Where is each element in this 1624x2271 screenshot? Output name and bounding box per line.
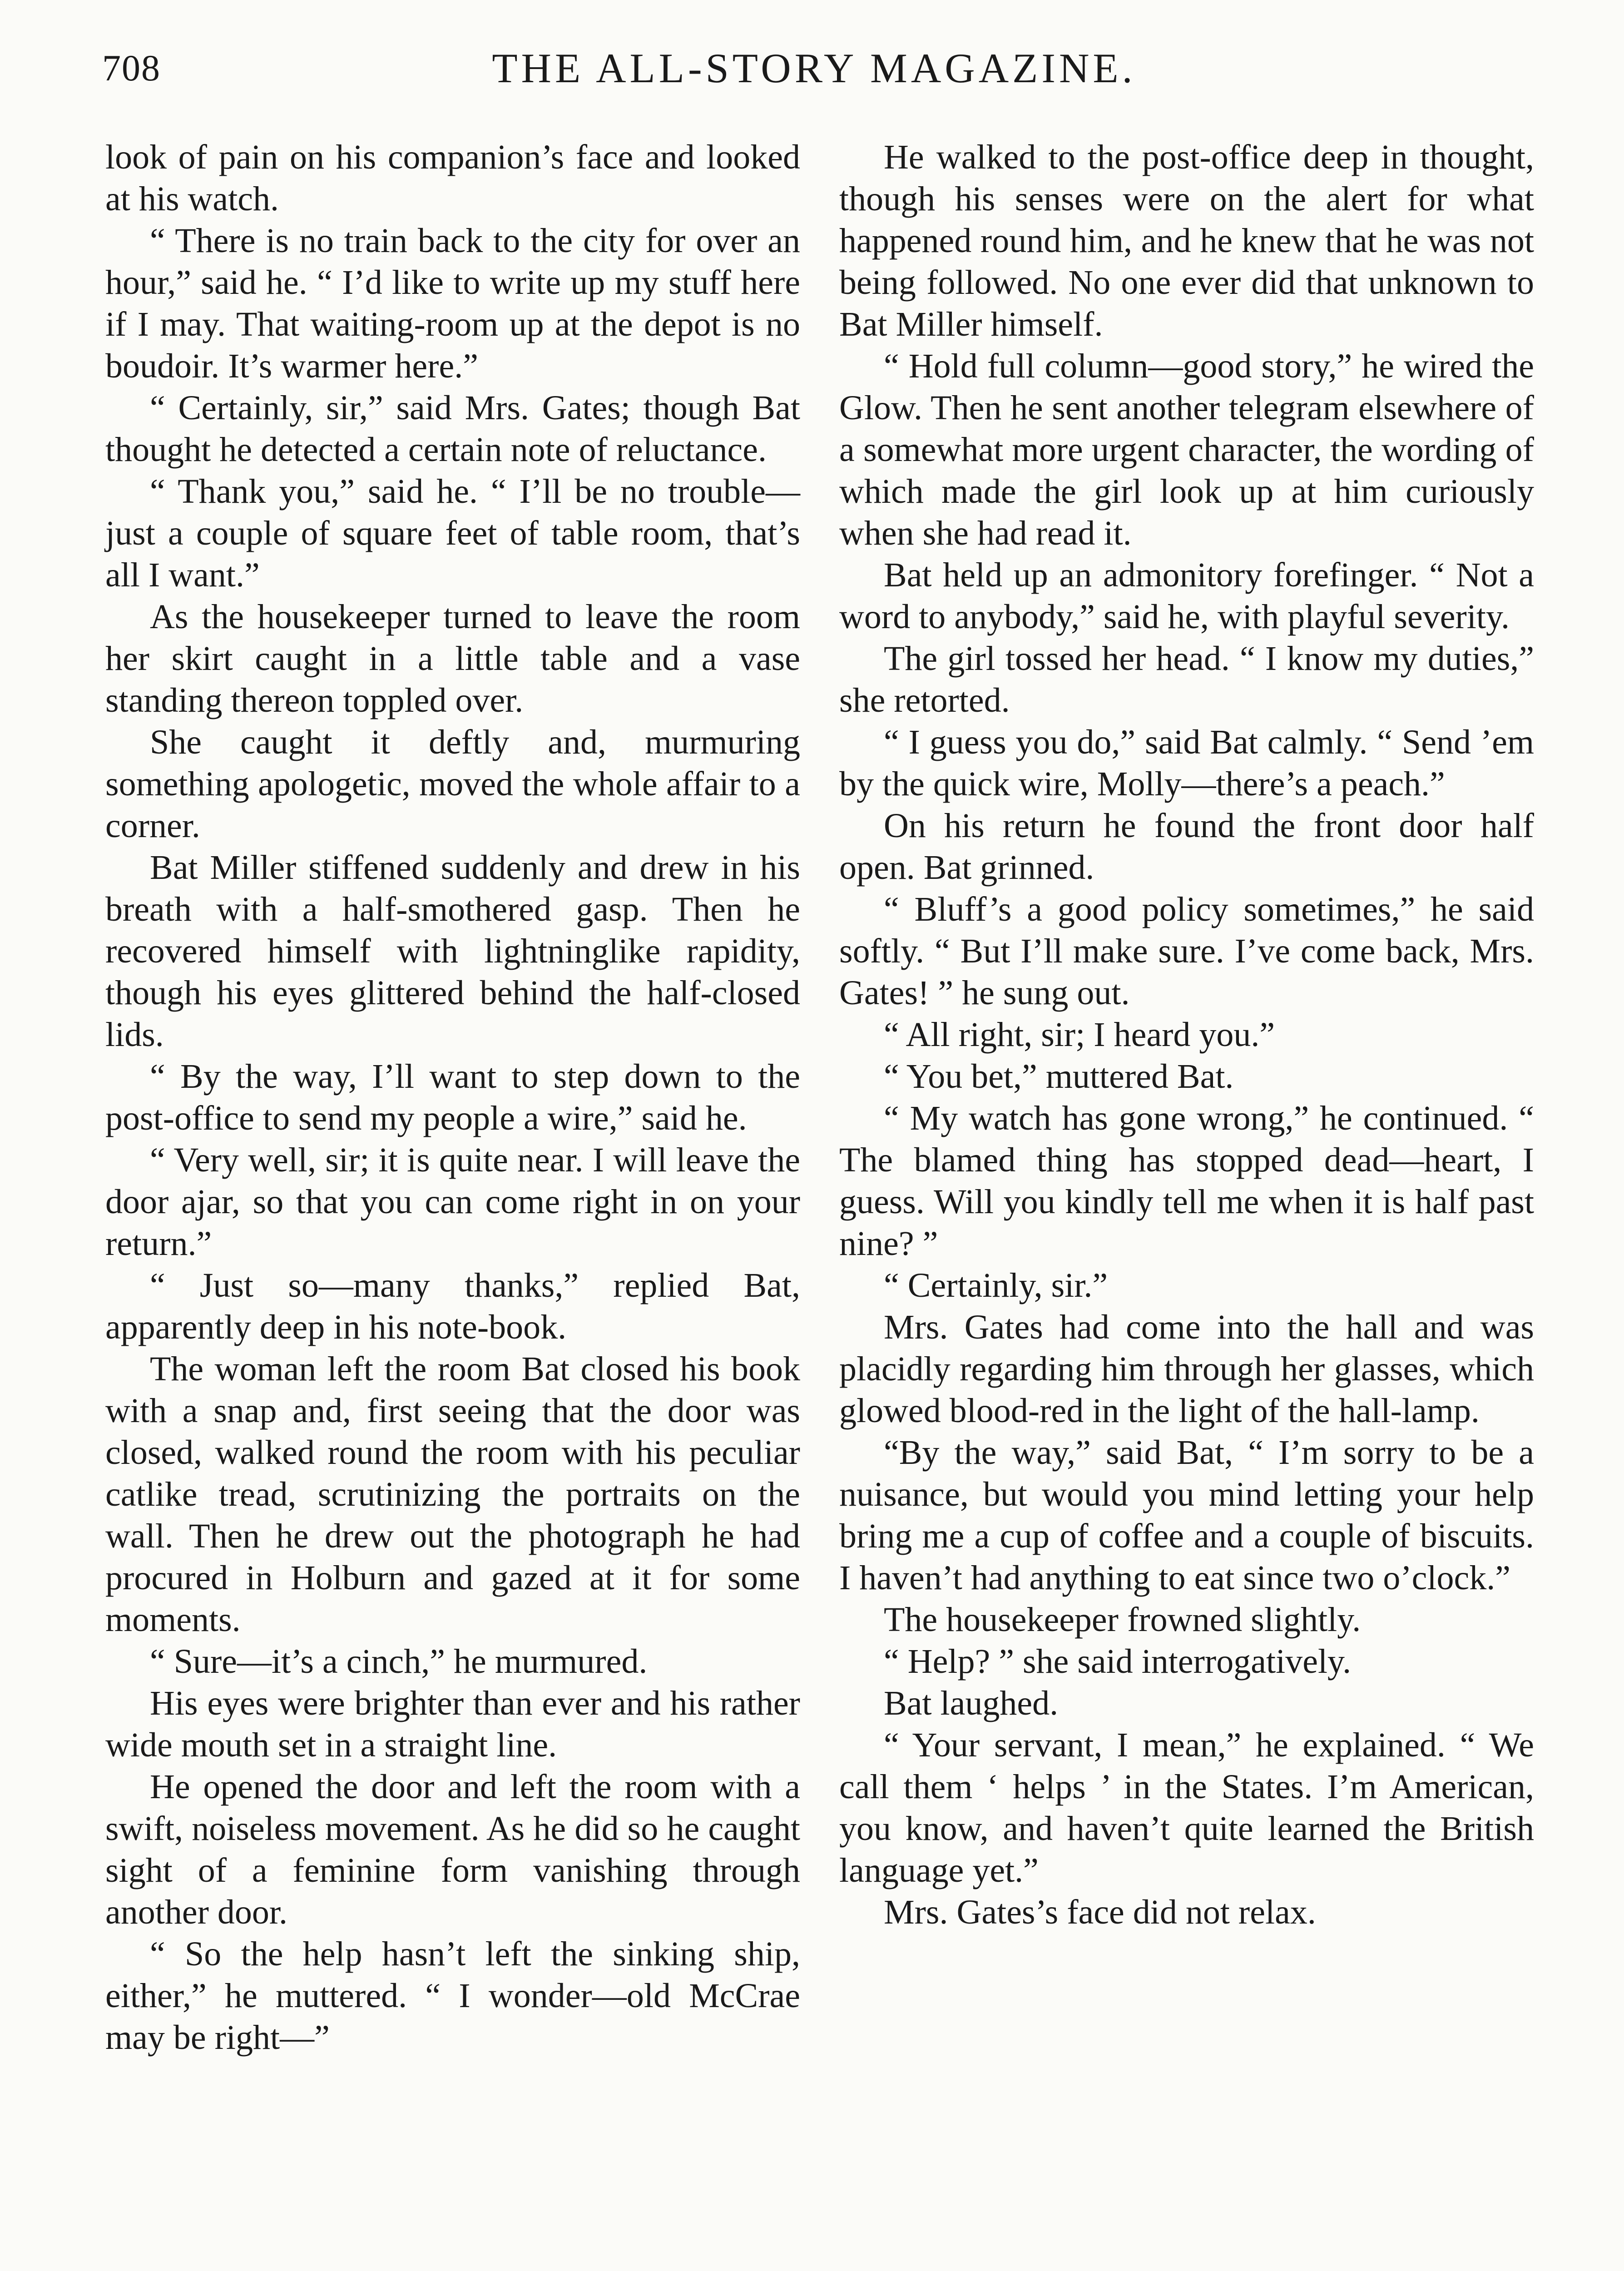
page-number: 708 xyxy=(102,47,161,89)
paragraph: As the housekeeper turned to leave the room her skirt caught in a little table and a vase standing thereon toppled over. xyxy=(105,598,800,719)
paragraph: He walked to the post-office deep in thought, though his senses were on the alert for what happened round him, and he knew that he was not being followed. No one ever did that unknown to Bat Miller himself. xyxy=(839,138,1534,343)
paragraph: On his return he found the front door half open. Bat grinned. xyxy=(839,807,1534,887)
paragraph: He opened the door and left the room with a swift, noiseless movement. As he did so he caught sight of a feminine form vanishing through another door. xyxy=(105,1768,800,1931)
paragraph: His eyes were brighter than ever and his rather wide mouth set in a straight line. xyxy=(105,1684,800,1764)
paragraph: “ There is no train back to the city for over an hour,” said he. “ I’d like to write up my stuff here if I may. That waiting-room up at the depot is no boudoir. It’s warmer here.” xyxy=(105,222,800,385)
paragraph: “ Sure—it’s a cinch,” he murmured. xyxy=(150,1642,648,1681)
paragraph: “ All right, sir; I heard you.” xyxy=(884,1016,1275,1054)
paragraph: look of pain on his companion’s face and looked at his watch. xyxy=(105,138,800,218)
magazine-title: THE ALL-STORY MAGAZINE. xyxy=(492,45,1136,91)
paragraph: The housekeeper frowned slightly. xyxy=(884,1601,1361,1639)
paragraph: “ Bluff’s a good policy sometimes,” he said softly. “ But I’ll make sure. I’ve come back, Mrs. Gates! ” he sung out. xyxy=(839,890,1534,1012)
paragraph: “By the way,” said Bat, “ I’m sorry to be a nuisance, but would you mind letting your help bring me a cup of coffee and a couple of biscuits. I haven’t had anything to eat since two o’clock.” xyxy=(839,1433,1534,1597)
paragraph: The woman left the room Bat closed his book with a snap and, first seeing that the door was closed, walked round the room with his peculiar catlike tread, scrutinizing the portraits on the wall. Then he drew out the photograph he had procured in Holburn and gazed at it for some moments. xyxy=(105,1350,800,1639)
paragraph: “ So the help hasn’t left the sinking ship, either,” he muttered. “ I wonder—old McCrae may be right—” xyxy=(105,1935,800,2057)
paragraph: “ By the way, I’ll want to step down to the post-office to send my people a wire,” said he. xyxy=(105,1057,800,1137)
paragraph: “ My watch has gone wrong,” he continued. “ The blamed thing has stopped dead—heart, I guess. Will you kindly tell me when it is half past nine? ” xyxy=(839,1099,1534,1263)
paragraph: “ Certainly, sir.” xyxy=(884,1266,1108,1304)
paragraph: “ Just so—many thanks,” replied Bat, apparently deep in his note-book. xyxy=(105,1266,800,1346)
paragraph: Bat held up an admonitory forefinger. “ Not a word to anybody,” said he, with playful severity. xyxy=(839,556,1534,636)
paragraph: “ Help? ” she said interrogatively. xyxy=(884,1642,1352,1681)
paragraph: “ Very well, sir; it is quite near. I will leave the door ajar, so that you can come right in on your return.” xyxy=(105,1141,800,1263)
right-column xyxy=(839,136,1534,1933)
page-header xyxy=(102,43,1526,102)
paragraph: “ I guess you do,” said Bat calmly. “ Send ’em by the quick wire, Molly—there’s a peach.” xyxy=(839,723,1534,803)
paragraph: Mrs. Gates’s face did not relax. xyxy=(884,1893,1316,1931)
left-column xyxy=(105,136,800,2058)
paragraph: “ Your servant, I mean,” he explained. “ We call them ‘ helps ’ in the States. I’m American, you know, and haven’t quite learned the British language yet.” xyxy=(839,1726,1534,1889)
paragraph: Bat laughed. xyxy=(884,1684,1059,1722)
paragraph: She caught it deftly and, murmuring something apologetic, moved the whole affair to a corner. xyxy=(105,723,800,845)
paragraph: Bat Miller stiffened suddenly and drew in his breath with a half-smothered gasp. Then he recovered himself with lightninglike rapidity, though his eyes glittered behind the half-closed lids. xyxy=(105,848,800,1054)
paragraph: Mrs. Gates had come into the hall and was placidly regarding him through her glasses, which glowed blood-red in the light of the hall-lamp. xyxy=(839,1308,1534,1430)
paragraph: “ Thank you,” said he. “ I’ll be no trouble—just a couple of square feet of table room, that’s all I want.” xyxy=(105,472,800,594)
paragraph: “ Hold full column—good story,” he wired the Glow. Then he sent another telegram elsewhere of a somewhat more urgent character, the wording of which made the girl look up at him curiously when she had read it. xyxy=(839,347,1534,552)
paragraph: “ Certainly, sir,” said Mrs. Gates; though Bat thought he detected a certain note of reluctance. xyxy=(105,389,800,469)
paragraph: “ You bet,” muttered Bat. xyxy=(884,1057,1234,1096)
paragraph: The girl tossed her head. “ I know my duties,” she retorted. xyxy=(839,640,1534,719)
